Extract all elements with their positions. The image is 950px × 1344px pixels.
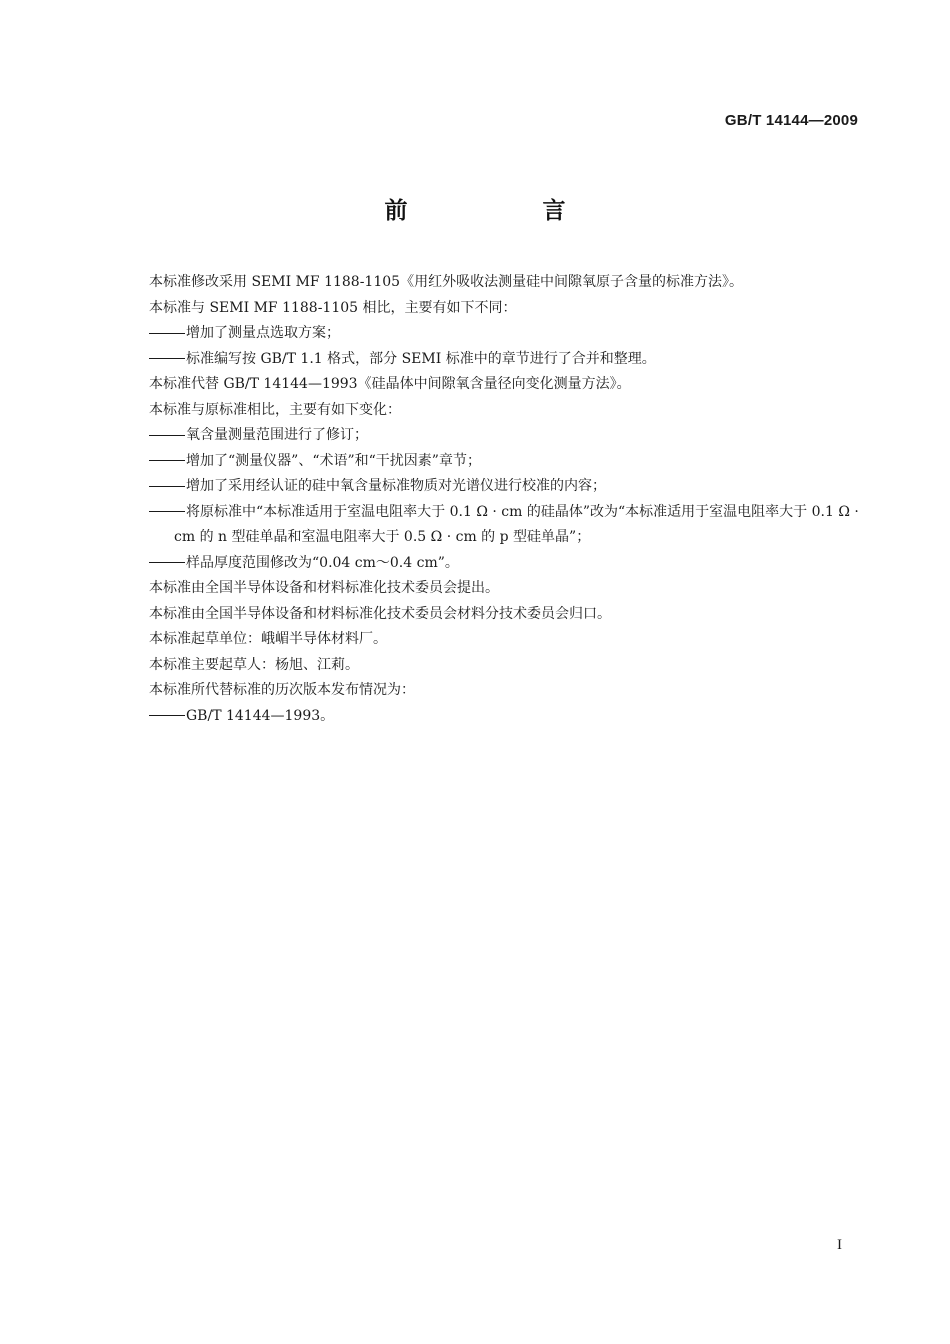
dash-marker: [149, 333, 185, 334]
paragraph: [149, 678, 861, 704]
list-item: [149, 551, 861, 577]
dash-marker: [149, 358, 185, 359]
page-title: 前 言: [384, 198, 622, 224]
list-item-text: 增加了测量点选取方案；: [186, 325, 340, 341]
list-item: [149, 704, 861, 730]
paragraph: [149, 627, 861, 653]
list-item: [149, 321, 861, 347]
list-item: [149, 347, 861, 373]
paragraph-text: 本标准由全国半导体设备和材料标准化技术委员会提出。: [149, 580, 499, 596]
paragraph-text: 本标准由全国半导体设备和材料标准化技术委员会材料分技术委员会归口。: [149, 605, 611, 622]
dash-marker: [149, 435, 185, 436]
list-item: [149, 474, 861, 500]
list-item-text: 样品厚度范围修改为“0.04 cm～0.4 cm”。: [186, 554, 459, 571]
list-item-text: GB/T 14144—1993。: [186, 707, 335, 724]
paragraph-text: 本标准与原标准相比，主要有如下变化：: [149, 401, 401, 418]
list-item: [149, 500, 861, 551]
list-item-text: 将原标准中“本标准适用于室温电阻率大于 0.1 Ω · cm 的硅晶体”改为“本标准适用于室温电阻率大于 0.1 Ω · cm 的 n 型硅单晶和室温电阻率大于 0.5 Ω · cm 的 p 型硅单晶”；: [174, 503, 859, 545]
foreword-body: [149, 270, 861, 729]
standard-code: GB/T 14144—2009: [724, 112, 858, 129]
list-item-text: 增加了“测量仪器”、“术语”和“干扰因素”章节；: [186, 452, 481, 469]
paragraph: [149, 653, 861, 679]
paragraph-text: 本标准与 SEMI MF 1188-1105 相比，主要有如下不同：: [149, 299, 517, 316]
paragraph: [149, 398, 861, 424]
dash-marker: [149, 562, 185, 563]
paragraph-text: 本标准所代替标准的历次版本发布情况为：: [149, 682, 415, 698]
dash-marker: [149, 460, 185, 461]
dash-marker: [149, 511, 185, 512]
list-item-text: 增加了采用经认证的硅中氧含量标准物质对光谱仪进行校准的内容；: [186, 478, 606, 494]
paragraph: [149, 296, 861, 322]
dash-marker: [149, 486, 185, 487]
list-item-text: 标准编写按 GB/T 1.1 格式，部分 SEMI 标准中的章节进行了合并和整理。: [186, 350, 656, 367]
dash-marker: [149, 715, 185, 716]
paragraph-text: 本标准修改采用 SEMI MF 1188-1105《用红外吸收法测量硅中间隙氧原子含量的标准方法》。: [149, 274, 744, 290]
list-item: [149, 449, 861, 475]
paragraph: [149, 602, 861, 628]
paragraph-text: 本标准代替 GB/T 14144—1993《硅晶体中间隙氧含量径向变化测量方法》。: [149, 376, 631, 392]
paragraph-text: 本标准主要起草人：杨旭、江莉。: [149, 656, 359, 673]
list-item-text: 氧含量测量范围进行了修订；: [186, 427, 368, 443]
list-item: [149, 423, 861, 449]
paragraph: [149, 270, 861, 296]
page-number: I: [837, 1237, 842, 1253]
paragraph: [149, 576, 861, 602]
paragraph: [149, 372, 861, 398]
paragraph-text: 本标准起草单位：峨嵋半导体材料厂。: [149, 631, 387, 647]
